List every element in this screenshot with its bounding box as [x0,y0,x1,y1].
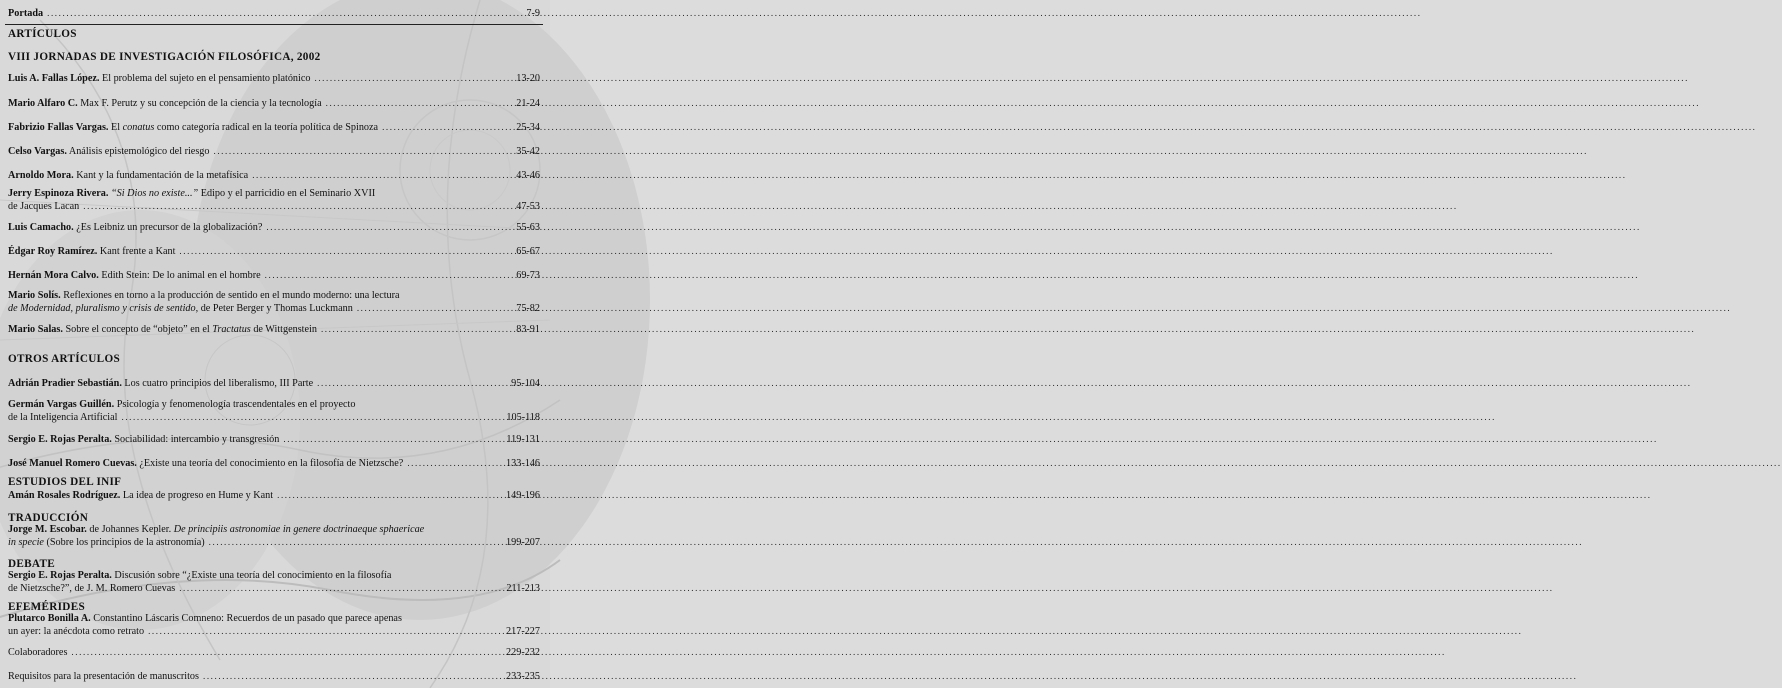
entry-title: Análisis epistemológico del riesgo [68,146,210,157]
entry-title-post: de Wittgenstein [250,324,317,335]
leader-dots [121,411,486,423]
entry-title: Los cuatro principios del liberalismo, III Parte [124,378,314,389]
section-heading-efemerides: EFEMÉRIDES [8,601,85,613]
entry-title-post: como categoría radical en la teoría política de Spinoza [154,122,379,133]
entry-pages: 21-24 [516,98,540,109]
entry-author: Édgar Roy Ramírez. [8,246,98,257]
entry-title: ¿Es Leibniz un precursor de la globalización? [76,222,263,233]
entry-title-line2: de Jacques Lacan [8,201,80,212]
entry-author: José Manuel Romero Cuevas. [8,458,137,469]
section-heading-inif: ESTUDIOS DEL INIF [8,476,122,488]
leader-dots [179,582,486,594]
entry-pages: 105-118 [506,412,540,423]
toc-entry[interactable] [8,97,542,110]
entry-author: Arnoldo Mora. [8,170,74,181]
entry-author: Fabrizio Fallas Vargas. [8,122,109,133]
entry-title-line2-post: (Sobre los principios de la astronomía) [43,537,205,548]
entry-pages: 119-131 [506,434,540,445]
entry-title: ¿Existe una teoría del conocimiento en la filosofía de Nietzsche? [139,458,404,469]
toc-entry[interactable] [8,323,542,336]
leader-dots [317,377,486,389]
entry-author: Luis A. Fallas López. [8,73,100,84]
entry-title: Edith Stein: De lo animal en el hombre [101,270,261,281]
section-heading-jornadas: VIII JORNADAS DE INVESTIGACIÓN FILOSÓFICA, 2002 [8,51,321,63]
leader-dots [266,221,486,233]
entry-title-italic: Tractatus [212,324,251,335]
toc-entry-portada[interactable] [8,7,542,20]
leader-dots [277,489,486,501]
entry-pages: 35-42 [516,146,540,157]
entry-title-line2-italic: de Modernidad, pluralismo y crisis de sentido, [8,303,199,314]
toc-entry-requisitos[interactable] [8,670,542,683]
entry-pages: 65-67 [516,246,540,257]
entry-title-pre: de Johannes Kepler. [89,524,174,535]
entry-pages: 229-232 [506,647,540,658]
section-heading-traduccion: TRADUCCIÓN [8,512,89,524]
entry-title: Max F. Perutz y su concepción de la ciencia y la tecnología [80,98,322,109]
entry-author: Mario Salas. [8,324,63,335]
toc-entry[interactable] [8,613,542,638]
leader-dots [47,7,486,19]
entry-pages: 217-227 [506,626,540,637]
entry-author: Jerry Espinoza Rivera. [8,188,109,199]
toc-entry[interactable] [8,570,542,595]
entry-title: Kant frente a Kant [99,246,176,257]
entry-title: Sociabilidad: intercambio y transgresión [114,434,280,445]
leader-dots [407,457,486,469]
leader-dots [314,72,486,84]
toc-entry[interactable] [8,121,542,134]
entry-title-line2-post: de Peter Berger y Thomas Luckmann [198,303,353,314]
divider-line [5,24,543,25]
entry-title-pre: El [111,122,123,133]
entry-title-line2-italic: in specie [8,537,44,548]
leader-dots [265,269,486,281]
entry-pages: 83-91 [516,324,540,335]
leader-dots [252,169,486,181]
toc-entry[interactable] [8,245,542,258]
entry-pages: 233-235 [506,671,540,682]
entry-author: Amán Rosales Rodríguez. [8,490,121,501]
toc-entry[interactable] [8,221,542,234]
entry-pages: 69-73 [516,270,540,281]
leader-dots [179,245,486,257]
entry-pages: 43-46 [516,170,540,181]
entry-pages: 133-146 [506,458,540,469]
entry-author: Mario Alfaro C. [8,98,78,109]
entry-pages: 7-9 [526,8,540,19]
entry-author: Sergio E. Rojas Peralta. [8,434,112,445]
entry-pages: 149-196 [506,490,540,501]
toc-entry[interactable] [8,145,542,158]
entry-title: Psicología y fenomenología trascendentales en el proyecto [116,399,356,410]
section-heading-debate: DEBATE [8,558,55,570]
toc-entry[interactable] [8,269,542,282]
entry-title-italic: conatus [122,122,155,133]
entry-title: El problema del sujeto en el pensamiento platónico [101,73,311,84]
entry-title-italic: “Si Dios no existe...” [111,188,199,199]
entry-author: Mario Solís. [8,290,61,301]
entry-author: Sergio E. Rojas Peralta. [8,570,112,581]
entry-title-pre: Sobre el concepto de “objeto” en el [65,324,213,335]
toc-entry[interactable] [8,399,542,424]
entry-title: Reflexiones en torno a la producción de sentido en el mundo moderno: una lectura [63,290,400,301]
section-heading-articulos: ARTÍCULOS [8,28,77,40]
toc-entry[interactable] [8,457,542,470]
toc-entry[interactable] [8,524,542,549]
entry-pages: 75-82 [516,303,540,314]
entry-pages: 55-63 [516,222,540,233]
entry-pages: 95-104 [511,378,540,389]
section-heading-otros: OTROS ARTÍCULOS [8,353,120,365]
toc-entry[interactable] [8,72,542,85]
table-of-contents [0,0,550,688]
entry-pages: 199-207 [506,537,540,548]
leader-dots [326,97,486,109]
entry-author: Germán Vargas Guillén. [8,399,115,410]
entry-label: Portada [8,8,44,19]
toc-entry[interactable] [8,377,542,390]
leader-dots [382,121,486,133]
entry-title: La idea de progreso en Hume y Kant [122,490,274,501]
entry-author: Plutarco Bonilla A. [8,613,91,624]
entry-title: Discusión sobre “¿Existe una teoría del conocimiento en la filosofía [114,570,392,581]
leader-dots [71,646,486,658]
toc-entry[interactable] [8,188,542,213]
toc-entry[interactable] [8,290,542,315]
entry-author: Luis Camacho. [8,222,74,233]
toc-entry[interactable] [8,169,542,182]
entry-author: Celso Vargas. [8,146,67,157]
entry-label: Colaboradores [8,647,68,658]
entry-pages: 13-20 [516,73,540,84]
entry-author: Jorge M. Escobar. [8,524,87,535]
entry-title-line2: de la Inteligencia Artificial [8,412,118,423]
entry-pages: 211-213 [506,583,540,594]
toc-entry[interactable] [8,489,542,502]
entry-title-line2: de Nietzsche?”, de J. M. Romero Cuevas [8,583,176,594]
leader-dots [213,145,486,157]
leader-dots [283,433,486,445]
entry-pages: 25-34 [516,122,540,133]
entry-title-post: Edipo y el parricidio en el Seminario XVII [198,188,376,199]
leader-dots [148,625,486,637]
entry-label: Requisitos para la presentación de manuscritos [8,671,199,682]
entry-author: Hernán Mora Calvo. [8,270,99,281]
entry-title-italic: De principiis astronomiae in genere doctrinaeque sphaericae [173,524,425,535]
leader-dots [203,670,486,682]
entry-title: Kant y la fundamentación de la metafísica [76,170,249,181]
leader-dots [357,302,486,314]
toc-entry-colaboradores[interactable] [8,646,542,659]
entry-author: Adrián Pradier Sebastián. [8,378,122,389]
leader-dots [321,323,486,335]
entry-pages: 47-53 [516,201,540,212]
leader-dots [83,200,486,212]
entry-title-line2: un ayer: la anécdota como retrato [8,626,145,637]
entry-title: Constantino Láscaris Comneno: Recuerdos de un pasado que parece apenas [93,613,402,624]
toc-entry[interactable] [8,433,542,446]
leader-dots [209,536,486,548]
